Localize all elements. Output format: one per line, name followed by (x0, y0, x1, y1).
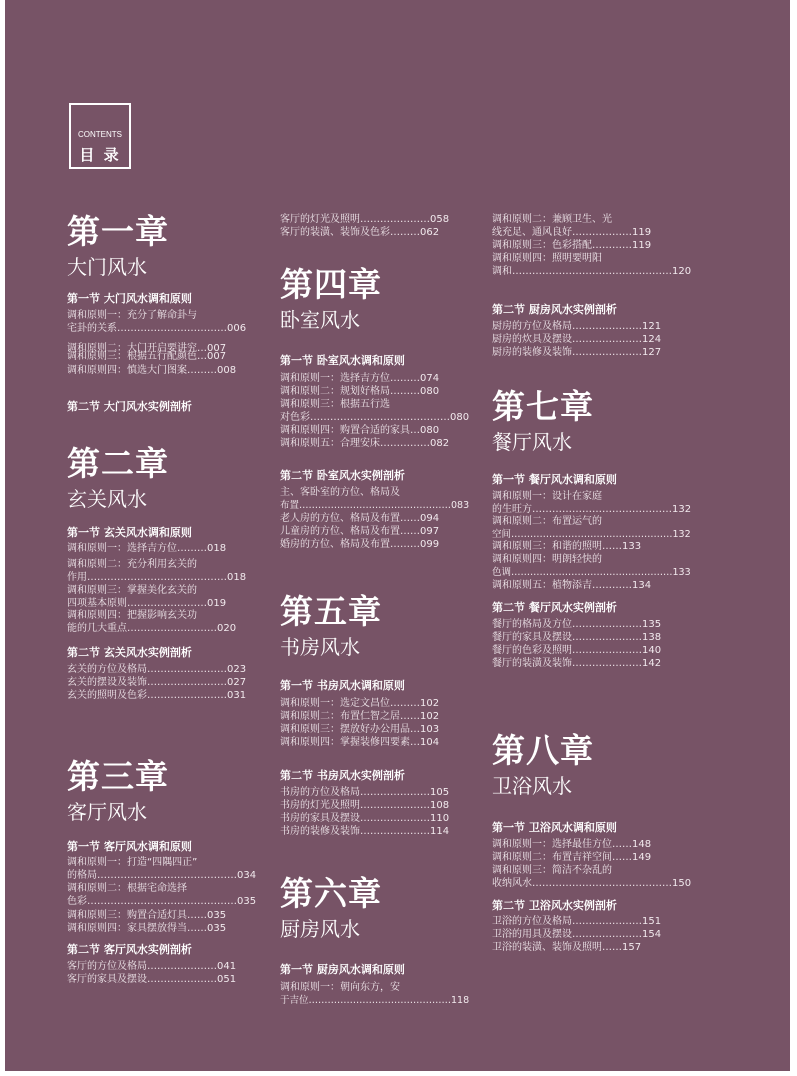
toc-entry[interactable]: 调和原则三：根据五行选 (280, 399, 390, 410)
toc-entry[interactable]: 婚房的方位、格局及布置………099 (280, 539, 440, 550)
chapter-number: 第八章 (492, 731, 594, 770)
toc-entry[interactable]: 卫浴的用具及摆设…………………154 (492, 929, 662, 940)
toc-entry[interactable]: 厨房的方位及格局…………………121 (492, 321, 662, 332)
section-heading: 第二节 厨房风水实例剖析 (492, 303, 617, 316)
toc-entry[interactable]: 卫浴的装潢、装饰及照明……157 (492, 942, 642, 953)
toc-entry[interactable]: 调和原则一：设计在家庭 (492, 491, 602, 502)
section-heading: 第二节 卫浴风水实例剖析 (492, 899, 617, 912)
toc-entry[interactable]: 调和原则四：慎选大门图案………008 (67, 365, 237, 376)
toc-entry[interactable]: 调和原则二：布置吉祥空间……149 (492, 852, 652, 863)
toc-entry[interactable]: 调和原则二：布置仁智之居……102 (280, 711, 440, 722)
toc-entry[interactable]: 于吉位………………………………………118 (280, 995, 470, 1006)
toc-entry[interactable]: 宅卦的关系……………………………006 (67, 323, 247, 334)
chapter-title: 卧室风水 (280, 308, 360, 332)
chapter-title: 玄关风水 (67, 487, 147, 511)
section-heading: 第一节 书房风水调和原则 (280, 679, 405, 692)
section-heading: 第二节 客厅风水实例剖析 (67, 943, 192, 956)
toc-entry[interactable]: 玄关的方位及格局……………………023 (67, 664, 247, 675)
section-heading: 第一节 卧室风水调和原则 (280, 354, 405, 367)
toc-entry[interactable]: 的生旺方……………………………………132 (492, 504, 692, 515)
toc-entry[interactable]: 四项基本原则……………………019 (67, 598, 227, 609)
section-heading: 第一节 大门风水调和原则 (67, 292, 192, 305)
chapter-title: 厨房风水 (280, 917, 360, 941)
toc-entry[interactable]: 对色彩……………………………………080 (280, 412, 470, 423)
toc-entry[interactable]: 调和原则四：掌握装修四要素…104 (280, 737, 440, 748)
chapter-title: 书房风水 (280, 635, 360, 659)
toc-entry[interactable]: 调和原则三：色彩搭配…………119 (492, 240, 652, 251)
toc-entry[interactable]: 调和原则三：掌握美化玄关的 (67, 585, 197, 596)
toc-entry[interactable]: 调和原则二：规划好格局………080 (280, 386, 440, 397)
toc-entry[interactable]: 玄关的照明及色彩……………………031 (67, 690, 247, 701)
toc-page (5, 0, 790, 1071)
toc-entry[interactable]: 餐厅的色彩及照明…………………140 (492, 645, 662, 656)
toc-entry[interactable]: 色彩………………………………………035 (67, 896, 257, 907)
toc-entry[interactable]: 玄关的摆设及装饰……………………027 (67, 677, 247, 688)
section-heading: 第一节 餐厅风水调和原则 (492, 473, 617, 486)
toc-entry[interactable]: 书房的方位及格局…………………105 (280, 787, 450, 798)
toc-entry[interactable]: 餐厅的家具及摆设…………………138 (492, 632, 662, 643)
toc-entry[interactable]: 客厅的灯光及照明…………………058 (280, 214, 450, 225)
toc-entry[interactable]: 书房的装修及装饰…………………114 (280, 826, 450, 837)
toc-entry[interactable]: 调和原则一：选择吉方位………018 (67, 543, 227, 554)
chapter-title: 客厅风水 (67, 800, 147, 824)
toc-entry[interactable]: 布置…………………………………………083 (280, 500, 470, 511)
toc-entry[interactable]: 调和原则五：植物添吉…………134 (492, 580, 652, 591)
contents-logo (69, 103, 131, 169)
toc-entry[interactable]: 调和原则三：购置合适灯具……035 (67, 910, 227, 921)
section-heading: 第一节 卫浴风水调和原则 (492, 821, 617, 834)
toc-entry[interactable]: 调和原则一：选择吉方位………074 (280, 373, 440, 384)
toc-entry[interactable]: 厨房的炊具及摆设…………………124 (492, 334, 662, 345)
toc-entry[interactable]: 作用……………………………………018 (67, 572, 247, 583)
toc-entry[interactable]: 书房的灯光及照明…………………108 (280, 800, 450, 811)
toc-entry[interactable]: 客厅的家具及摆设…………………051 (67, 974, 237, 985)
toc-entry[interactable]: 的格局……………………………………034 (67, 870, 257, 881)
toc-entry[interactable]: 调和原则二：大门开启要讲究…007 (67, 343, 227, 354)
toc-entry[interactable]: 调和原则一：选择最佳方位……148 (492, 839, 652, 850)
toc-entry[interactable]: 调和原则四：家具摆放得当……035 (67, 923, 227, 934)
toc-entry[interactable]: 能的几大重点………………………020 (67, 623, 237, 634)
chapter-number: 第七章 (492, 387, 594, 426)
section-heading: 第二节 书房风水实例剖析 (280, 769, 405, 782)
toc-entry[interactable]: 调和原则四：把握影响玄关功 (67, 610, 197, 621)
toc-entry[interactable]: 调和原则四：明朗轻快的 (492, 554, 602, 565)
toc-entry[interactable]: 调和原则一：选定文昌位………102 (280, 698, 440, 709)
toc-entry[interactable]: 卫浴的方位及格局…………………151 (492, 916, 662, 927)
toc-entry[interactable]: 调和原则一：充分了解命卦与 (67, 310, 197, 321)
chapter-number: 第五章 (280, 592, 382, 631)
section-heading: 第二节 大门风水实例剖析 (67, 400, 192, 413)
contents-label-en: CONTENTS (78, 130, 122, 139)
toc-entry[interactable]: 客厅的方位及格局…………………041 (67, 961, 237, 972)
toc-entry[interactable]: 调和原则二：根据宅命选择 (67, 883, 187, 894)
toc-entry[interactable]: 调和原则三：简洁不杂乱的 (492, 865, 612, 876)
toc-entry[interactable]: 书房的家具及摆设…………………110 (280, 813, 450, 824)
chapter-number: 第四章 (280, 265, 382, 304)
toc-entry[interactable]: 调和原则二：布置运气的 (492, 516, 602, 527)
toc-entry[interactable]: 调和原则四：照明要明阳 (492, 253, 602, 264)
toc-entry[interactable]: 调和原则三：摆放好办公用品…103 (280, 724, 440, 735)
chapter-title: 大门风水 (67, 255, 147, 279)
toc-entry[interactable]: 收纳风水……………………………………150 (492, 878, 692, 889)
toc-entry[interactable]: 调和原则二：兼顾卫生、光 (492, 214, 612, 225)
section-heading: 第二节 玄关风水实例剖析 (67, 646, 192, 659)
toc-entry[interactable]: 主、客卧室的方位、格局及 (280, 487, 400, 498)
contents-label-cn: 目 录 (79, 146, 121, 164)
toc-entry[interactable]: 客厅的装潢、装饰及色彩………062 (280, 227, 440, 238)
toc-entry[interactable]: 调和原则三：和谐的照明……133 (492, 541, 642, 552)
section-heading: 第一节 厨房风水调和原则 (280, 963, 405, 976)
toc-entry[interactable]: 空间……………………………………………132 (492, 529, 691, 540)
section-heading: 第二节 卧室风水实例剖析 (280, 469, 405, 482)
toc-entry[interactable]: 调和原则二：充分利用玄关的 (67, 559, 197, 570)
toc-entry[interactable]: 线充足、通风良好………………119 (492, 227, 652, 238)
chapter-number: 第二章 (67, 444, 169, 483)
toc-entry[interactable]: 老人房的方位、格局及布置……094 (280, 513, 440, 524)
chapter-title: 卫浴风水 (492, 774, 572, 798)
chapter-number: 第六章 (280, 874, 382, 913)
toc-entry[interactable]: 调和原则一：朝向东方，安 (280, 982, 400, 993)
chapter-number: 第三章 (67, 757, 169, 796)
toc-entry[interactable]: 餐厅的格局及方位…………………135 (492, 619, 662, 630)
toc-entry[interactable]: 调和原则四：购置合适的家具…080 (280, 425, 440, 436)
section-heading: 第一节 客厅风水调和原则 (67, 840, 192, 853)
toc-entry[interactable]: 调和…………………………………………120 (492, 266, 692, 277)
toc-entry[interactable]: 儿童房的方位、格局及布置……097 (280, 526, 440, 537)
toc-entry[interactable]: 调和原则三：根据五行配颜色…007 (67, 351, 227, 362)
chapter-number: 第一章 (67, 212, 169, 251)
toc-entry[interactable]: 调和原则一：打造“四隅四正” (67, 857, 198, 868)
toc-entry[interactable]: 色调……………………………………………133 (492, 567, 691, 578)
section-heading: 第一节 玄关风水调和原则 (67, 526, 192, 539)
chapter-title: 餐厅风水 (492, 430, 572, 454)
toc-entry[interactable]: 调和原则五：合理安床……………082 (280, 438, 450, 449)
toc-entry[interactable]: 餐厅的装潢及装饰…………………142 (492, 658, 662, 669)
section-heading: 第二节 餐厅风水实例剖析 (492, 601, 617, 614)
toc-entry[interactable]: 厨房的装修及装饰…………………127 (492, 347, 662, 358)
